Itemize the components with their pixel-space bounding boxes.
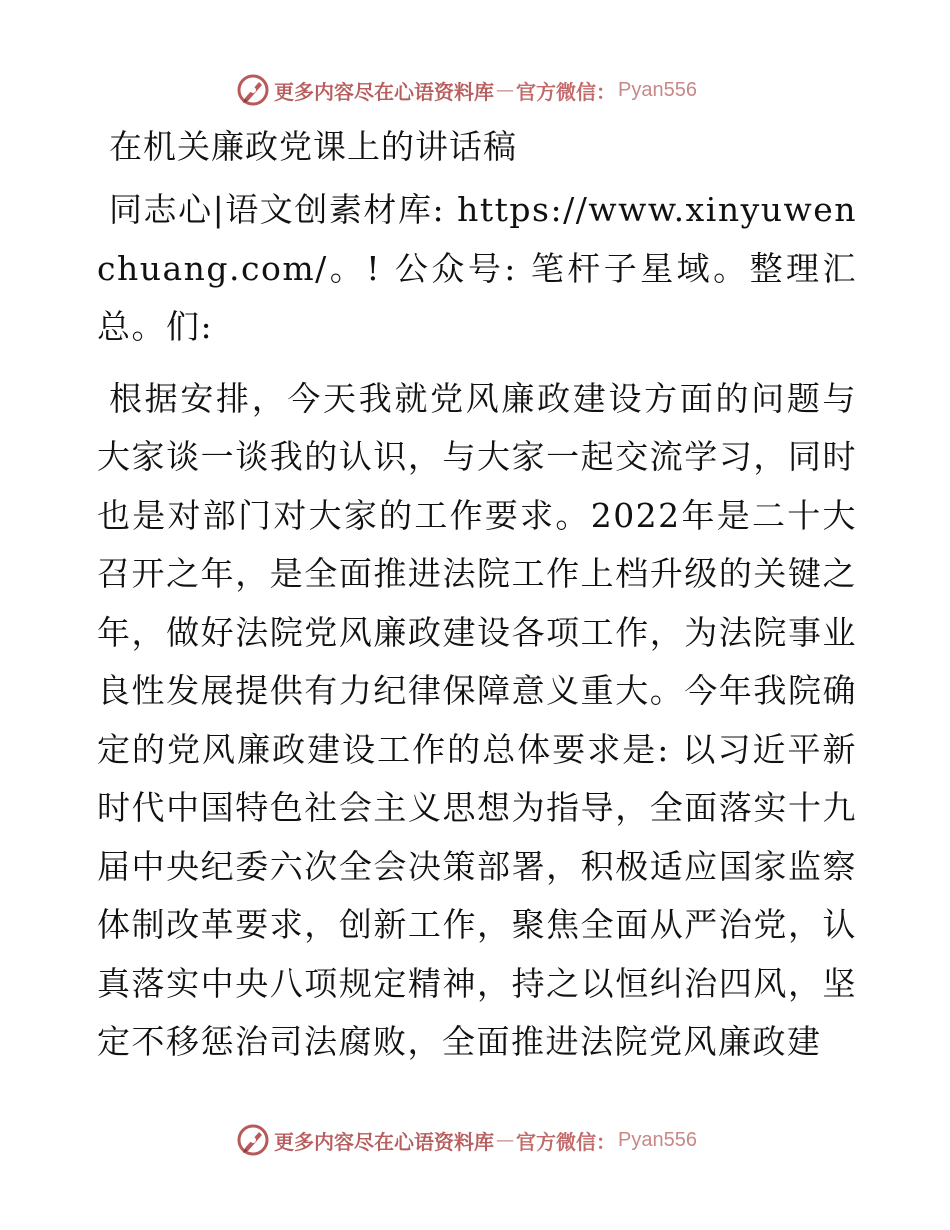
paragraph-salutation: 同志心|语文创素材库: https://www.xinyuwenchuang.com/。! 公众号: 笔杆子星域。整理汇总。们: (97, 190, 857, 346)
pen-logo-icon (236, 73, 270, 107)
banner-wechat-id: Pyan556 (618, 78, 697, 101)
banner-official-label: 官方微信： (516, 1129, 616, 1154)
document-title: 在机关廉政党课上的讲话稿 (109, 127, 517, 166)
banner-official-label: 官方微信： (516, 79, 616, 104)
header-banner (236, 72, 697, 108)
banner-slogan: 更多内容尽在心语资料库 (274, 79, 494, 104)
pen-logo-icon (236, 1123, 270, 1157)
paragraph-body: 根据安排，今天我就党风廉政建设方面的问题与大家谈一谈我的认识，与大家一起交流学习，同时也是对部门对大家的工作要求。2022年是二十大召开之年，是全面推进法院工作上档升级的关键之年，做好法院党风廉政建设各项工作，为法院事业良性发展提供有力纪律保障意义重大。今年我院确定的党风廉政建设工作的总体要求是: 以习近平新时代中国特色社会主义思想为指导，全面落实十九届中央纪委六次全会决策部署，积极适应国家监察体制改革要求，创新工作，聚焦全面从严治党，认真落实中央八项规定精神，持之以恒纠治四风，坚定不移惩治司法腐败，全面推进法院党风廉政建 (97, 378, 857, 1061)
banner-wechat-id: Pyan556 (618, 1128, 697, 1151)
document-body (97, 118, 857, 1072)
banner-slogan: 更多内容尽在心语资料库 (274, 1129, 494, 1154)
banner-separator: — (496, 79, 514, 101)
footer-banner (236, 1122, 697, 1158)
banner-separator: — (496, 1129, 514, 1151)
